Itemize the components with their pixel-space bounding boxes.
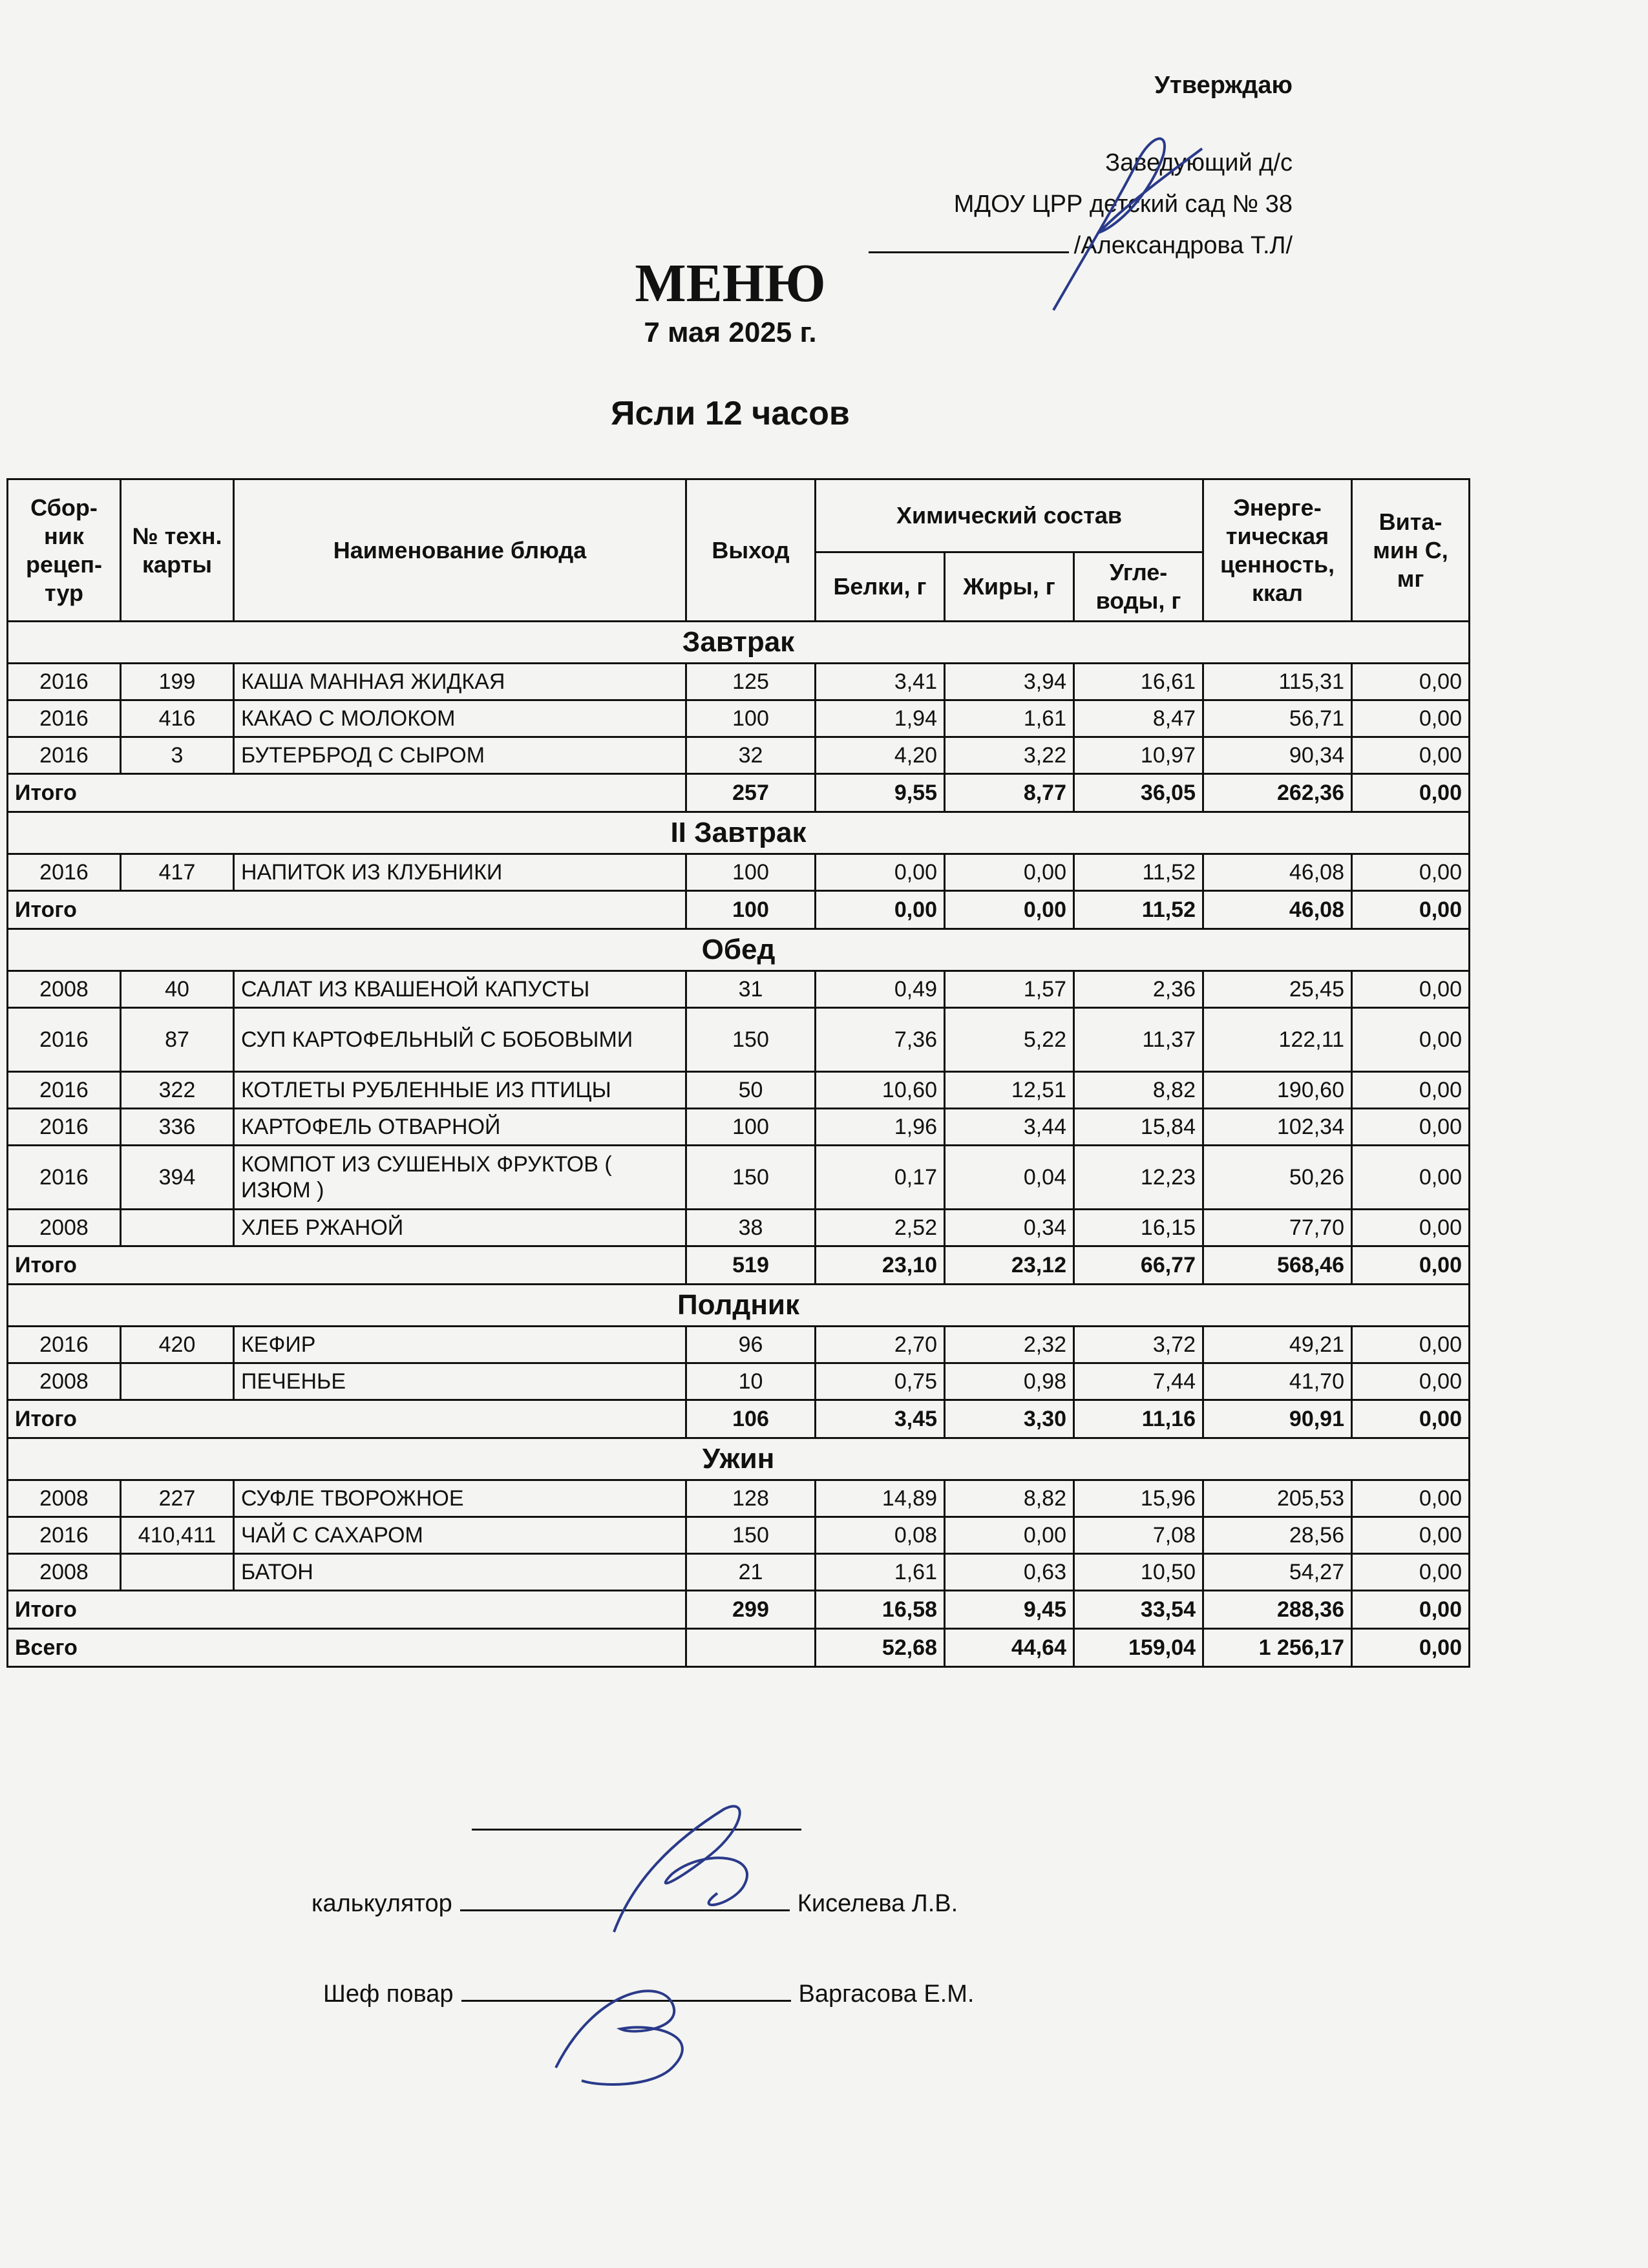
cell-dish: КАРТОФЕЛЬ ОТВАРНОЙ (234, 1109, 686, 1146)
subtotal-vitamin-c: 0,00 (1352, 1591, 1470, 1629)
subtotal-carbs: 36,05 (1074, 774, 1203, 812)
menu-item-row (8, 971, 1470, 1008)
cell-dish: БАТОН (234, 1554, 686, 1591)
subtotal-row (8, 1246, 1470, 1285)
cell-fat: 3,44 (945, 1109, 1074, 1146)
cell-protein: 0,75 (816, 1363, 945, 1400)
cell-fat: 0,04 (945, 1146, 1074, 1210)
cell-vitamin-c: 0,00 (1352, 971, 1470, 1008)
menu-item-row (8, 1008, 1470, 1072)
approval-heading: Утверждаю (1154, 72, 1293, 99)
cell-carbs: 2,36 (1074, 971, 1203, 1008)
cell-vitamin-c: 0,00 (1352, 1008, 1470, 1072)
cell-energy: 190,60 (1203, 1072, 1352, 1109)
subtotal-protein: 0,00 (816, 891, 945, 929)
cell-collection: 2016 (8, 737, 121, 774)
subtotal-vitamin-c: 0,00 (1352, 774, 1470, 812)
cell-dish: КАКАО С МОЛОКОМ (234, 700, 686, 737)
menu-item-row (8, 1146, 1470, 1210)
cell-dish: СУФЛЕ ТВОРОЖНОЕ (234, 1480, 686, 1517)
cell-fat: 12,51 (945, 1072, 1074, 1109)
cell-vitamin-c: 0,00 (1352, 1517, 1470, 1554)
section-header-row (8, 812, 1470, 854)
cell-card: 87 (121, 1008, 234, 1072)
menu-item-row (8, 1363, 1470, 1400)
subtotal-protein: 9,55 (816, 774, 945, 812)
cell-fat: 0,00 (945, 854, 1074, 891)
chef-label: Шеф повар (323, 1980, 454, 2008)
cell-protein: 0,08 (816, 1517, 945, 1554)
cell-dish: КОМПОТ ИЗ СУШЕНЫХ ФРУКТОВ ( ИЗЮМ ) (234, 1146, 686, 1210)
cell-protein: 10,60 (816, 1072, 945, 1109)
cell-vitamin-c: 0,00 (1352, 1327, 1470, 1363)
cell-carbs: 7,44 (1074, 1363, 1203, 1400)
cell-protein: 0,49 (816, 971, 945, 1008)
cell-energy: 41,70 (1203, 1363, 1352, 1400)
cell-dish: СУП КАРТОФЕЛЬНЫЙ С БОБОВЫМИ (234, 1008, 686, 1072)
cell-output: 100 (686, 854, 816, 891)
subtotal-output: 519 (686, 1246, 816, 1285)
subtotal-label: Итого (8, 1591, 686, 1629)
subtotal-protein: 23,10 (816, 1246, 945, 1285)
cell-carbs: 8,47 (1074, 700, 1203, 737)
cell-output: 100 (686, 1109, 816, 1146)
cell-fat: 1,61 (945, 700, 1074, 737)
grand-total-row (8, 1629, 1470, 1667)
cell-output: 96 (686, 1327, 816, 1363)
column-collection: Сбор-ник рецеп-тур (8, 479, 121, 622)
menu-item-row (8, 664, 1470, 700)
cell-output: 150 (686, 1008, 816, 1072)
cell-energy: 56,71 (1203, 700, 1352, 737)
cell-collection: 2016 (8, 1109, 121, 1146)
cell-output: 31 (686, 971, 816, 1008)
grand-total-output (686, 1629, 816, 1667)
subtotal-output: 299 (686, 1591, 816, 1629)
cell-output: 128 (686, 1480, 816, 1517)
cell-collection: 2008 (8, 1210, 121, 1246)
subtotal-row (8, 1400, 1470, 1438)
cell-vitamin-c: 0,00 (1352, 1363, 1470, 1400)
cell-output: 50 (686, 1072, 816, 1109)
cell-output: 10 (686, 1363, 816, 1400)
grand-total-label: Всего (8, 1629, 686, 1667)
subtotal-fat: 8,77 (945, 774, 1074, 812)
menu-item-row (8, 1327, 1470, 1363)
subtotal-fat: 0,00 (945, 891, 1074, 929)
menu-item-row (8, 1210, 1470, 1246)
cell-vitamin-c: 0,00 (1352, 1554, 1470, 1591)
approval-position: Заведующий д/с (1105, 149, 1293, 176)
subtotal-vitamin-c: 0,00 (1352, 1246, 1470, 1285)
cell-energy: 54,27 (1203, 1554, 1352, 1591)
cell-dish: ПЕЧЕНЬЕ (234, 1363, 686, 1400)
cell-fat: 1,57 (945, 971, 1074, 1008)
cell-card: 410,411 (121, 1517, 234, 1554)
cell-protein: 3,41 (816, 664, 945, 700)
cell-card: 416 (121, 700, 234, 737)
subtotal-row (8, 891, 1470, 929)
section-header-row (8, 622, 1470, 664)
cell-output: 100 (686, 700, 816, 737)
cell-vitamin-c: 0,00 (1352, 1480, 1470, 1517)
cell-card (121, 1210, 234, 1246)
cell-energy: 205,53 (1203, 1480, 1352, 1517)
subtotal-protein: 3,45 (816, 1400, 945, 1438)
section-title: Завтрак (8, 622, 1470, 664)
subtotal-carbs: 33,54 (1074, 1591, 1203, 1629)
section-header-row (8, 1438, 1470, 1480)
cell-output: 150 (686, 1146, 816, 1210)
cell-energy: 115,31 (1203, 664, 1352, 700)
cell-dish: КЕФИР (234, 1327, 686, 1363)
subtotal-carbs: 11,16 (1074, 1400, 1203, 1438)
cell-carbs: 11,52 (1074, 854, 1203, 891)
cell-fat: 0,63 (945, 1554, 1074, 1591)
cell-collection: 2008 (8, 1480, 121, 1517)
subtotal-output: 100 (686, 891, 816, 929)
cell-card (121, 1363, 234, 1400)
cell-collection: 2016 (8, 1008, 121, 1072)
cell-dish: КАША МАННАЯ ЖИДКАЯ (234, 664, 686, 700)
menu-item-row (8, 1554, 1470, 1591)
subtotal-energy: 46,08 (1203, 891, 1352, 929)
cell-collection: 2016 (8, 1517, 121, 1554)
column-protein: Белки, г (816, 552, 945, 622)
calculator-label: калькулятор (312, 1890, 452, 1917)
cell-dish: ХЛЕБ РЖАНОЙ (234, 1210, 686, 1246)
section-title: Ужин (8, 1438, 1470, 1480)
subtotal-carbs: 66,77 (1074, 1246, 1203, 1285)
menu-item-row (8, 854, 1470, 891)
subtotal-label: Итого (8, 774, 686, 812)
cell-energy: 90,34 (1203, 737, 1352, 774)
cell-carbs: 10,97 (1074, 737, 1203, 774)
cell-fat: 0,00 (945, 1517, 1074, 1554)
cell-carbs: 16,15 (1074, 1210, 1203, 1246)
cell-carbs: 8,82 (1074, 1072, 1203, 1109)
cell-carbs: 3,72 (1074, 1327, 1203, 1363)
cell-collection: 2016 (8, 700, 121, 737)
approval-organization: МДОУ ЦРР детский сад № 38 (953, 191, 1293, 218)
cell-fat: 2,32 (945, 1327, 1074, 1363)
cell-carbs: 10,50 (1074, 1554, 1203, 1591)
subtotal-vitamin-c: 0,00 (1352, 891, 1470, 929)
menu-item-row (8, 737, 1470, 774)
cell-carbs: 15,96 (1074, 1480, 1203, 1517)
cell-energy: 49,21 (1203, 1327, 1352, 1363)
menu-item-row (8, 1072, 1470, 1109)
menu-body (8, 622, 1470, 1667)
cell-carbs: 16,61 (1074, 664, 1203, 700)
column-chemical-composition: Химический состав (816, 479, 1203, 552)
cell-output: 125 (686, 664, 816, 700)
section-header-row (8, 929, 1470, 971)
column-dish: Наименование блюда (234, 479, 686, 622)
cell-output: 32 (686, 737, 816, 774)
subtotal-label: Итого (8, 1246, 686, 1285)
column-vitamin-c: Вита-мин С, мг (1352, 479, 1470, 622)
calculator-handwritten-signature (595, 1783, 814, 1951)
subtotal-row (8, 774, 1470, 812)
subtotal-output: 257 (686, 774, 816, 812)
cell-protein: 1,94 (816, 700, 945, 737)
cell-protein: 1,96 (816, 1109, 945, 1146)
cell-energy: 122,11 (1203, 1008, 1352, 1072)
cell-dish: ЧАЙ С САХАРОМ (234, 1517, 686, 1554)
section-title: Обед (8, 929, 1470, 971)
subtotal-vitamin-c: 0,00 (1352, 1400, 1470, 1438)
cell-fat: 8,82 (945, 1480, 1074, 1517)
subtotal-row (8, 1591, 1470, 1629)
cell-card: 420 (121, 1327, 234, 1363)
cell-collection: 2016 (8, 1146, 121, 1210)
grand-total-fat: 44,64 (945, 1629, 1074, 1667)
chef-name: Варгасова Е.М. (798, 1980, 975, 2008)
column-carbs: Угле-воды, г (1074, 552, 1203, 622)
cell-vitamin-c: 0,00 (1352, 1109, 1470, 1146)
subtotal-energy: 90,91 (1203, 1400, 1352, 1438)
column-card: № техн. карты (121, 479, 234, 622)
cell-collection: 2008 (8, 971, 121, 1008)
cell-vitamin-c: 0,00 (1352, 1072, 1470, 1109)
cell-collection: 2016 (8, 1072, 121, 1109)
cell-energy: 46,08 (1203, 854, 1352, 891)
document-date: 7 мая 2025 г. (644, 317, 817, 348)
cell-fat: 5,22 (945, 1008, 1074, 1072)
cell-carbs: 15,84 (1074, 1109, 1203, 1146)
cell-output: 38 (686, 1210, 816, 1246)
cell-carbs: 12,23 (1074, 1146, 1203, 1210)
cell-dish: КОТЛЕТЫ РУБЛЕННЫЕ ИЗ ПТИЦЫ (234, 1072, 686, 1109)
cell-protein: 0,17 (816, 1146, 945, 1210)
column-energy: Энерге-тическая ценность, ккал (1203, 479, 1352, 622)
menu-item-row (8, 1480, 1470, 1517)
cell-vitamin-c: 0,00 (1352, 664, 1470, 700)
grand-total-carbs: 159,04 (1074, 1629, 1203, 1667)
cell-card: 417 (121, 854, 234, 891)
menu-item-row (8, 1517, 1470, 1554)
subtotal-output: 106 (686, 1400, 816, 1438)
calculator-name: Киселева Л.В. (797, 1890, 958, 1917)
cell-card: 227 (121, 1480, 234, 1517)
cell-fat: 0,34 (945, 1210, 1074, 1246)
cell-output: 21 (686, 1554, 816, 1591)
cell-card: 322 (121, 1072, 234, 1109)
grand-total-vitamin-c: 0,00 (1352, 1629, 1470, 1667)
cell-collection: 2008 (8, 1363, 121, 1400)
cell-energy: 28,56 (1203, 1517, 1352, 1554)
cell-energy: 50,26 (1203, 1146, 1352, 1210)
cell-dish: НАПИТОК ИЗ КЛУБНИКИ (234, 854, 686, 891)
cell-card: 3 (121, 737, 234, 774)
cell-collection: 2016 (8, 664, 121, 700)
cell-vitamin-c: 0,00 (1352, 854, 1470, 891)
cell-protein: 2,70 (816, 1327, 945, 1363)
cell-protein: 7,36 (816, 1008, 945, 1072)
cell-dish: БУТЕРБРОД С СЫРОМ (234, 737, 686, 774)
cell-carbs: 11,37 (1074, 1008, 1203, 1072)
cell-card (121, 1554, 234, 1591)
column-output: Выход (686, 479, 816, 622)
subtotal-energy: 568,46 (1203, 1246, 1352, 1285)
cell-card: 199 (121, 664, 234, 700)
cell-fat: 0,98 (945, 1363, 1074, 1400)
cell-collection: 2008 (8, 1554, 121, 1591)
cell-vitamin-c: 0,00 (1352, 1146, 1470, 1210)
subtotal-fat: 23,12 (945, 1246, 1074, 1285)
approval-name: /Александрова Т.Л/ (1073, 232, 1293, 259)
cell-energy: 77,70 (1203, 1210, 1352, 1246)
grand-total-protein: 52,68 (816, 1629, 945, 1667)
cell-protein: 14,89 (816, 1480, 945, 1517)
group-name: Ясли 12 часов (611, 395, 850, 432)
subtotal-fat: 9,45 (945, 1591, 1074, 1629)
subtotal-label: Итого (8, 891, 686, 929)
cell-collection: 2016 (8, 854, 121, 891)
cell-card: 336 (121, 1109, 234, 1146)
cell-card: 40 (121, 971, 234, 1008)
cell-energy: 25,45 (1203, 971, 1352, 1008)
cell-protein: 4,20 (816, 737, 945, 774)
cell-protein: 1,61 (816, 1554, 945, 1591)
chef-handwritten-signature (543, 1951, 737, 2100)
menu-table (6, 478, 1470, 1668)
cell-vitamin-c: 0,00 (1352, 700, 1470, 737)
document-title: МЕНЮ (635, 253, 826, 313)
cell-carbs: 7,08 (1074, 1517, 1203, 1554)
subtotal-fat: 3,30 (945, 1400, 1074, 1438)
menu-item-row (8, 1109, 1470, 1146)
cell-protein: 0,00 (816, 854, 945, 891)
cell-fat: 3,94 (945, 664, 1074, 700)
section-header-row (8, 1285, 1470, 1327)
subtotal-protein: 16,58 (816, 1591, 945, 1629)
column-fat: Жиры, г (945, 552, 1074, 622)
cell-fat: 3,22 (945, 737, 1074, 774)
section-title: Полдник (8, 1285, 1470, 1327)
grand-total-energy: 1 256,17 (1203, 1629, 1352, 1667)
cell-dish: САЛАТ ИЗ КВАШЕНОЙ КАПУСТЫ (234, 971, 686, 1008)
cell-vitamin-c: 0,00 (1352, 737, 1470, 774)
subtotal-energy: 262,36 (1203, 774, 1352, 812)
subtotal-carbs: 11,52 (1074, 891, 1203, 929)
cell-output: 150 (686, 1517, 816, 1554)
cell-collection: 2016 (8, 1327, 121, 1363)
menu-item-row (8, 700, 1470, 737)
section-title: II Завтрак (8, 812, 1470, 854)
cell-vitamin-c: 0,00 (1352, 1210, 1470, 1246)
subtotal-label: Итого (8, 1400, 686, 1438)
cell-card: 394 (121, 1146, 234, 1210)
subtotal-energy: 288,36 (1203, 1591, 1352, 1629)
cell-protein: 2,52 (816, 1210, 945, 1246)
cell-energy: 102,34 (1203, 1109, 1352, 1146)
